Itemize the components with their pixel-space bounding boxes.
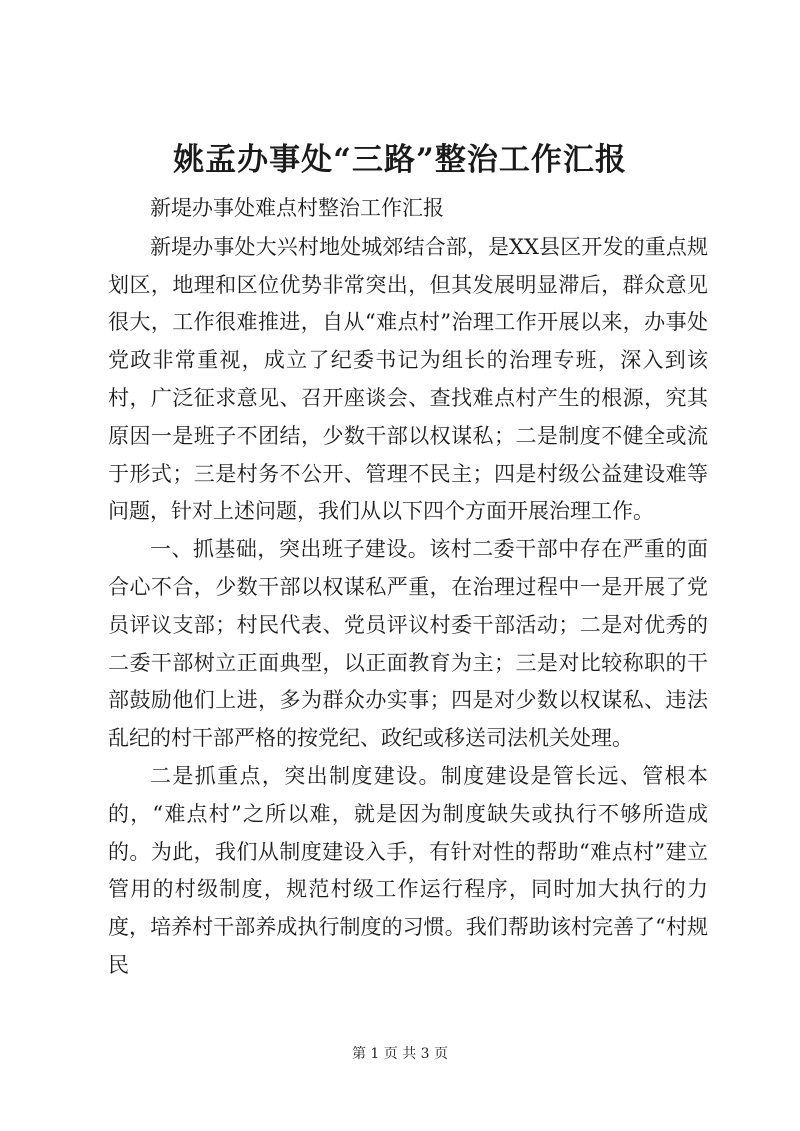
paragraph-basics: 一、抓基础，突出班子建设。该村二委干部中存在严重的面合心不合，少数干部以权谋私严重，在治理过程中一是开展了党员评议支部；村民代表、党员评议村委干部活动；二是对优秀的二委干部树立正面典型，以正面教育为主；三是对比较称职的干部鼓励他们上进，多为群众办实事；四是对少数以权谋私、违法乱纪的村干部严格的按党纪、政纪或移送司法机关处理。 bbox=[108, 537, 708, 751]
document-subtitle: 新堤办事处难点村整治工作汇报 bbox=[150, 196, 444, 220]
document-title: 姚孟办事处“三路”整治工作汇报 bbox=[173, 142, 627, 178]
paragraph-intro: 新堤办事处大兴村地处城郊结合部，是XX县区开发的重点规划区，地理和区位优势非常突出，但其发展明显滞后，群众意见很大，工作很难推进，自从“难点村”治理工作开展以来，办事处党政非常重视，成立了纪委书记为组长的治理专班，深入到该村，广泛征求意见、召开座谈会、查找难点村产生的根源，究其原因一是班子不团结，少数干部以权谋私；二是制度不健全或流于形式；三是村务不公开、管理不民主；四是村级公益建设难等问题，针对上述问题，我们从以下四个方面开展治理工作。 bbox=[108, 234, 708, 524]
document-body bbox=[108, 190, 708, 985]
paragraph-system: 二是抓重点，突出制度建设。制度建设是管长远、管根本的，“难点村”之所以难，就是因为制度缺失或执行不够所造成的。为此，我们从制度建设入手，有针对性的帮助“难点村”建立管用的村级制度，规范村级工作运行程序，同时加大执行的力度，培养村干部养成执行制度的习惯。我们帮助该村完善了“村规民 bbox=[108, 763, 708, 977]
page-footer: 第 1 页 共 3 页 bbox=[351, 1046, 449, 1062]
